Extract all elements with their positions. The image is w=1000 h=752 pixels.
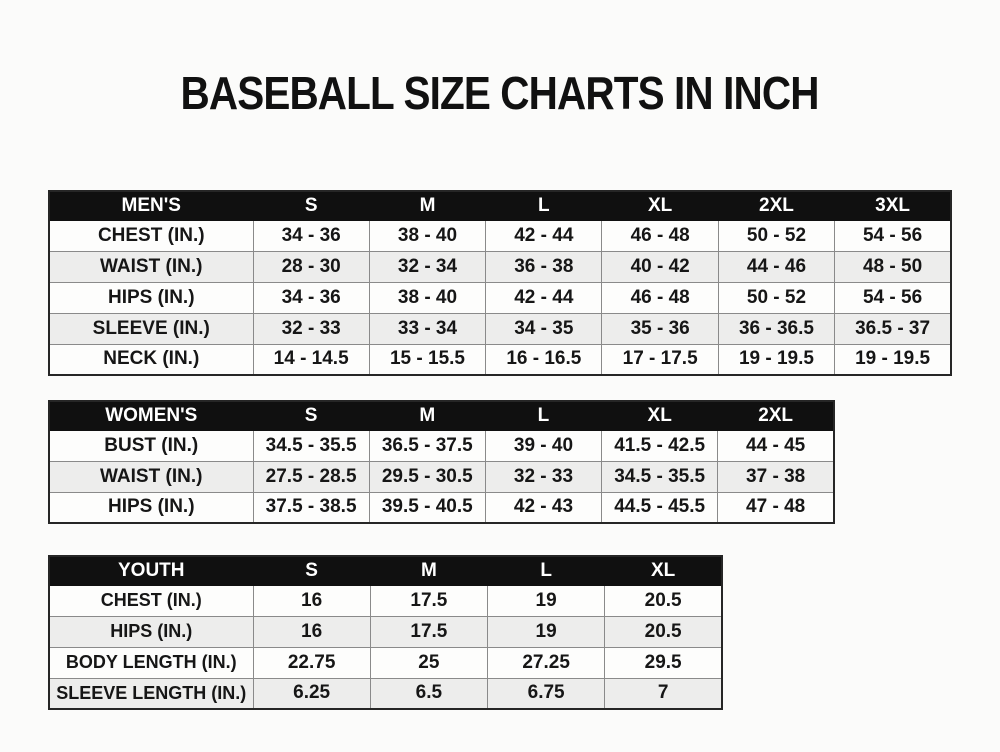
measurement-label: HIPS (IN.) (49, 616, 253, 647)
table-row (49, 220, 951, 251)
table-row (49, 585, 722, 616)
measurement-value: 6.75 (488, 678, 605, 709)
womens-size-column-header: M (369, 401, 485, 430)
page-header (0, 66, 1000, 120)
youth-size-table (48, 555, 723, 710)
measurement-value: 19 (488, 616, 605, 647)
measurement-value: 14 - 14.5 (253, 344, 369, 375)
measurement-value: 17.5 (370, 585, 487, 616)
measurement-value: 50 - 52 (718, 282, 834, 313)
measurement-value: 20.5 (605, 585, 722, 616)
measurement-value: 44 - 46 (718, 251, 834, 282)
measurement-value: 39 - 40 (485, 430, 601, 461)
measurement-value: 38 - 40 (369, 220, 485, 251)
measurement-value: 7 (605, 678, 722, 709)
measurement-value: 34.5 - 35.5 (253, 430, 369, 461)
measurement-value: 44 - 45 (718, 430, 834, 461)
measurement-label: WAIST (IN.) (49, 251, 253, 282)
table-row (49, 461, 834, 492)
measurement-value: 36.5 - 37 (835, 313, 951, 344)
womens-table-title: WOMEN'S (49, 401, 253, 430)
measurement-label: BUST (IN.) (49, 430, 253, 461)
measurement-value: 46 - 48 (602, 282, 718, 313)
measurement-value: 36 - 36.5 (718, 313, 834, 344)
measurement-value: 50 - 52 (718, 220, 834, 251)
measurement-value: 34 - 35 (486, 313, 602, 344)
table-row (49, 616, 722, 647)
measurement-value: 47 - 48 (718, 492, 834, 523)
measurement-value: 34 - 36 (253, 282, 369, 313)
measurement-value: 16 (253, 585, 370, 616)
measurement-value: 17 - 17.5 (602, 344, 718, 375)
measurement-value: 17.5 (370, 616, 487, 647)
youth-size-column-header: L (488, 556, 605, 585)
womens-header-row (49, 401, 834, 430)
measurement-value: 37.5 - 38.5 (253, 492, 369, 523)
mens-size-column-header: 3XL (835, 191, 951, 220)
measurement-value: 54 - 56 (835, 282, 951, 313)
womens-size-column-header: 2XL (718, 401, 834, 430)
measurement-value: 36 - 38 (486, 251, 602, 282)
measurement-label: HIPS (IN.) (49, 282, 253, 313)
measurement-value: 29.5 (605, 647, 722, 678)
page-title: BASEBALL SIZE CHARTS IN INCH (180, 67, 820, 119)
table-row (49, 430, 834, 461)
measurement-label: HIPS (IN.) (49, 492, 253, 523)
mens-size-column-header: S (253, 191, 369, 220)
measurement-value: 38 - 40 (369, 282, 485, 313)
measurement-value: 40 - 42 (602, 251, 718, 282)
mens-size-column-header: M (369, 191, 485, 220)
measurement-value: 54 - 56 (835, 220, 951, 251)
mens-size-column-header: L (486, 191, 602, 220)
measurement-value: 19 - 19.5 (718, 344, 834, 375)
measurement-value: 16 - 16.5 (486, 344, 602, 375)
measurement-value: 28 - 30 (253, 251, 369, 282)
measurement-value: 29.5 - 30.5 (369, 461, 485, 492)
measurement-value: 37 - 38 (718, 461, 834, 492)
womens-size-column-header: L (485, 401, 601, 430)
measurement-value: 42 - 44 (486, 282, 602, 313)
measurement-value: 19 - 19.5 (835, 344, 951, 375)
measurement-value: 36.5 - 37.5 (369, 430, 485, 461)
table-row (49, 313, 951, 344)
youth-size-column-header: M (370, 556, 487, 585)
mens-size-column-header: XL (602, 191, 718, 220)
mens-header-row (49, 191, 951, 220)
measurement-value: 15 - 15.5 (369, 344, 485, 375)
measurement-value: 32 - 34 (369, 251, 485, 282)
measurement-value: 22.75 (253, 647, 370, 678)
measurement-value: 39.5 - 40.5 (369, 492, 485, 523)
measurement-label: WAIST (IN.) (49, 461, 253, 492)
measurement-label: SLEEVE (IN.) (49, 313, 253, 344)
table-row (49, 492, 834, 523)
measurement-label: CHEST (IN.) (49, 585, 253, 616)
youth-header-row (49, 556, 722, 585)
measurement-value: 32 - 33 (253, 313, 369, 344)
measurement-value: 42 - 43 (485, 492, 601, 523)
mens-size-table (48, 190, 952, 376)
measurement-value: 34 - 36 (253, 220, 369, 251)
measurement-value: 41.5 - 42.5 (602, 430, 718, 461)
measurement-value: 20.5 (605, 616, 722, 647)
measurement-value: 27.25 (488, 647, 605, 678)
measurement-value: 6.25 (253, 678, 370, 709)
youth-size-column-header: S (253, 556, 370, 585)
measurement-value: 34.5 - 35.5 (602, 461, 718, 492)
womens-size-table (48, 400, 835, 524)
measurement-label: NECK (IN.) (49, 344, 253, 375)
measurement-value: 44.5 - 45.5 (602, 492, 718, 523)
youth-table-title: YOUTH (49, 556, 253, 585)
mens-size-column-header: 2XL (718, 191, 834, 220)
measurement-label: CHEST (IN.) (49, 220, 253, 251)
mens-table-title: MEN'S (49, 191, 253, 220)
womens-size-column-header: XL (602, 401, 718, 430)
measurement-value: 42 - 44 (486, 220, 602, 251)
table-row (49, 647, 722, 678)
measurement-label: BODY LENGTH (IN.) (49, 647, 253, 678)
measurement-value: 6.5 (370, 678, 487, 709)
measurement-value: 27.5 - 28.5 (253, 461, 369, 492)
youth-size-column-header: XL (605, 556, 722, 585)
measurement-label: SLEEVE LENGTH (IN.) (49, 678, 253, 709)
measurement-value: 33 - 34 (369, 313, 485, 344)
measurement-value: 32 - 33 (485, 461, 601, 492)
table-row (49, 282, 951, 313)
measurement-value: 46 - 48 (602, 220, 718, 251)
measurement-value: 16 (253, 616, 370, 647)
measurement-value: 25 (370, 647, 487, 678)
table-row (49, 678, 722, 709)
measurement-value: 48 - 50 (835, 251, 951, 282)
womens-size-column-header: S (253, 401, 369, 430)
measurement-value: 35 - 36 (602, 313, 718, 344)
table-row (49, 251, 951, 282)
table-row (49, 344, 951, 375)
measurement-value: 19 (488, 585, 605, 616)
